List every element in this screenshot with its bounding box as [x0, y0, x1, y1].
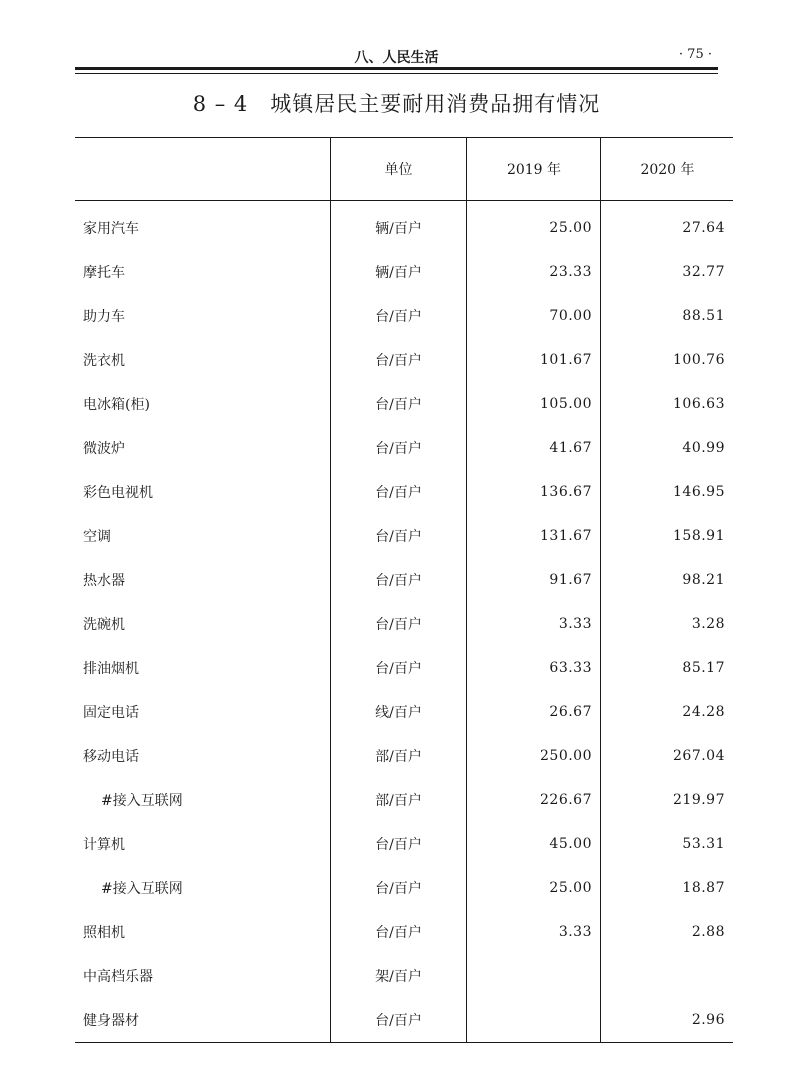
table-row [75, 646, 733, 690]
table-row [75, 690, 733, 734]
table-title-text: 城镇居民主要耐用消费品拥有情况 [270, 92, 601, 116]
value-2020-cell: 24.28 [601, 690, 734, 734]
column-header-2020: 2020 年 [601, 138, 734, 201]
value-2019-cell [467, 954, 601, 998]
value-2020-cell: 267.04 [601, 734, 734, 778]
running-header [75, 44, 718, 66]
item-name-cell: 中高档乐器 [83, 969, 153, 985]
item-name-cell: #接入互联网 [101, 881, 183, 897]
value-2019-cell: 101.67 [467, 338, 601, 382]
value-2019-cell: 23.33 [467, 250, 601, 294]
table-row [75, 778, 733, 822]
unit-cell: 台/百户 [331, 998, 467, 1043]
item-name-cell: 家用汽车 [83, 221, 139, 237]
value-2020-cell: 146.95 [601, 470, 734, 514]
unit-cell: 辆/百户 [331, 201, 467, 251]
table-row [75, 954, 733, 998]
item-name-cell: 洗衣机 [83, 353, 125, 369]
item-name-cell: 照相机 [83, 925, 125, 941]
value-2019-cell: 131.67 [467, 514, 601, 558]
table-title [0, 88, 793, 118]
value-2020-cell [601, 954, 734, 998]
item-name-cell: #接入互联网 [101, 793, 183, 809]
table-row [75, 866, 733, 910]
value-2019-cell: 41.67 [467, 426, 601, 470]
value-2020-cell: 2.96 [601, 998, 734, 1043]
unit-cell: 台/百户 [331, 646, 467, 690]
value-2019-cell [467, 998, 601, 1043]
unit-cell: 台/百户 [331, 910, 467, 954]
item-name-cell: 助力车 [83, 309, 125, 325]
item-name-cell: 电冰箱(柜) [83, 397, 150, 413]
header-rule-thick [75, 67, 718, 70]
table-body [75, 201, 733, 1043]
value-2020-cell: 18.87 [601, 866, 734, 910]
unit-cell: 台/百户 [331, 822, 467, 866]
table-row [75, 558, 733, 602]
value-2019-cell: 45.00 [467, 822, 601, 866]
item-name-cell: 计算机 [83, 837, 125, 853]
value-2019-cell: 136.67 [467, 470, 601, 514]
value-2020-cell: 27.64 [601, 201, 734, 251]
unit-cell: 部/百户 [331, 734, 467, 778]
value-2019-cell: 25.00 [467, 201, 601, 251]
table-row [75, 602, 733, 646]
item-name-cell: 排油烟机 [83, 661, 139, 677]
value-2019-cell: 63.33 [467, 646, 601, 690]
table-header-row [75, 138, 733, 201]
table-row [75, 998, 733, 1043]
unit-cell: 台/百户 [331, 426, 467, 470]
table-number: 8 – 4 [192, 92, 249, 116]
unit-cell: 架/百户 [331, 954, 467, 998]
table-row [75, 910, 733, 954]
table-row [75, 250, 733, 294]
unit-cell: 辆/百户 [331, 250, 467, 294]
value-2019-cell: 3.33 [467, 602, 601, 646]
item-name-cell: 摩托车 [83, 265, 125, 281]
value-2020-cell: 100.76 [601, 338, 734, 382]
value-2020-cell: 88.51 [601, 294, 734, 338]
page-number: · 75 · [678, 47, 712, 62]
table-row [75, 338, 733, 382]
table-row [75, 426, 733, 470]
item-name-cell: 空调 [83, 529, 111, 545]
unit-cell: 台/百户 [331, 470, 467, 514]
value-2020-cell: 85.17 [601, 646, 734, 690]
value-2020-cell: 2.88 [601, 910, 734, 954]
column-header-unit: 单位 [331, 138, 467, 201]
unit-cell: 台/百户 [331, 866, 467, 910]
table-row [75, 201, 733, 251]
item-name-cell: 洗碗机 [83, 617, 125, 633]
value-2020-cell: 40.99 [601, 426, 734, 470]
value-2019-cell: 105.00 [467, 382, 601, 426]
value-2020-cell: 106.63 [601, 382, 734, 426]
unit-cell: 台/百户 [331, 514, 467, 558]
value-2020-cell: 3.28 [601, 602, 734, 646]
item-name-cell: 微波炉 [83, 441, 125, 457]
table-row [75, 514, 733, 558]
unit-cell: 线/百户 [331, 690, 467, 734]
column-header-item [75, 138, 331, 201]
value-2019-cell: 3.33 [467, 910, 601, 954]
item-name-cell: 健身器材 [83, 1013, 139, 1029]
table-row [75, 382, 733, 426]
value-2020-cell: 32.77 [601, 250, 734, 294]
table-row [75, 294, 733, 338]
unit-cell: 台/百户 [331, 294, 467, 338]
value-2019-cell: 26.67 [467, 690, 601, 734]
table-row [75, 822, 733, 866]
unit-cell: 台/百户 [331, 558, 467, 602]
value-2019-cell: 226.67 [467, 778, 601, 822]
header-rule-thin [75, 73, 718, 74]
table-row [75, 470, 733, 514]
value-2019-cell: 25.00 [467, 866, 601, 910]
item-name-cell: 彩色电视机 [83, 485, 153, 501]
section-name: 八、人民生活 [354, 50, 439, 66]
value-2020-cell: 98.21 [601, 558, 734, 602]
value-2019-cell: 70.00 [467, 294, 601, 338]
value-2019-cell: 250.00 [467, 734, 601, 778]
value-2019-cell: 91.67 [467, 558, 601, 602]
item-name-cell: 热水器 [83, 573, 125, 589]
column-header-2019: 2019 年 [467, 138, 601, 201]
data-table [75, 137, 733, 1043]
item-name-cell: 移动电话 [83, 749, 139, 765]
value-2020-cell: 158.91 [601, 514, 734, 558]
unit-cell: 部/百户 [331, 778, 467, 822]
value-2020-cell: 219.97 [601, 778, 734, 822]
unit-cell: 台/百户 [331, 382, 467, 426]
unit-cell: 台/百户 [331, 338, 467, 382]
table-row [75, 734, 733, 778]
item-name-cell: 固定电话 [83, 705, 139, 721]
value-2020-cell: 53.31 [601, 822, 734, 866]
unit-cell: 台/百户 [331, 602, 467, 646]
